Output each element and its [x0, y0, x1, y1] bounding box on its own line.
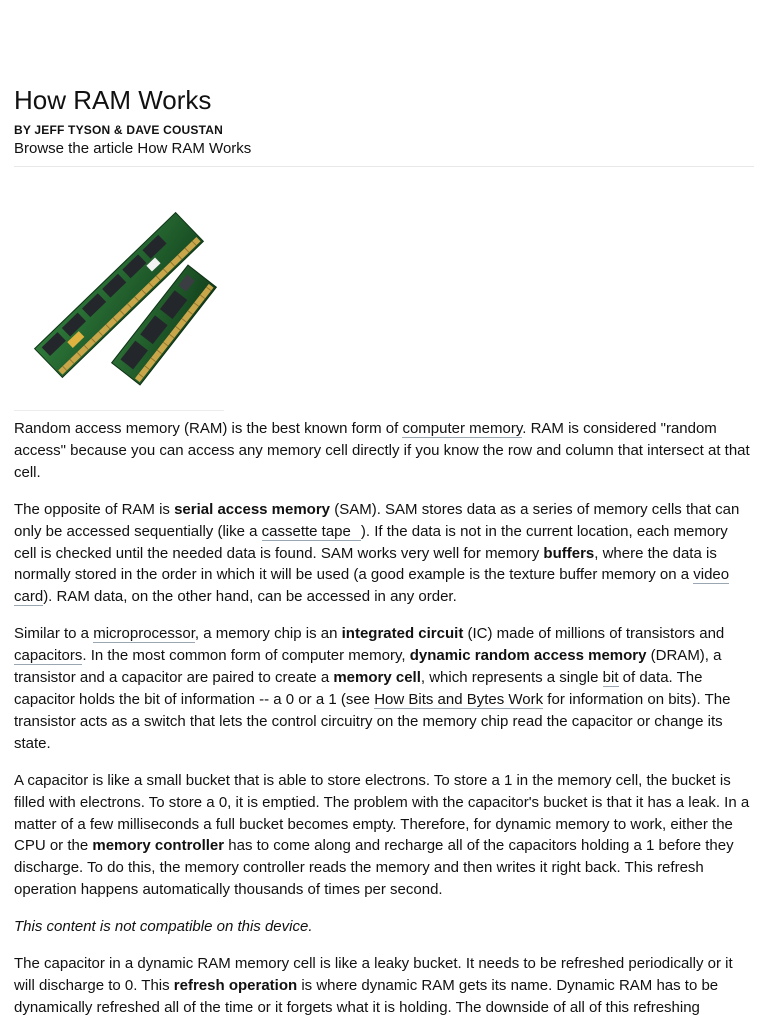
paragraph-1	[14, 418, 754, 484]
paragraph-4	[14, 770, 754, 901]
link-bit[interactable]: bit	[602, 669, 619, 687]
paragraph-text: (SAM). SAM stores data as a series of memory cells that can only be accessed sequentially (like a	[14, 500, 740, 540]
header-divider	[14, 166, 754, 167]
author-byline: BY JEFF TYSON & DAVE COUSTAN	[14, 123, 223, 137]
link-how-bits-and-bytes-work[interactable]: How Bits and Bytes Work	[374, 690, 544, 708]
paragraph-text: . In the most common form of computer memory,	[82, 647, 410, 665]
paragraph-2	[14, 499, 754, 609]
paragraph-text: , which represents a single	[420, 669, 603, 687]
bold-term: memory cell	[333, 669, 421, 687]
paragraph-text: has to come along and recharge all of the capacitors holding a 1 before they discharge. To do this, the memory controller reads the memory and then writes it right back. This refresh operation happens automatically thousands of times per second.	[14, 837, 734, 899]
bold-term: integrated circuit	[341, 625, 464, 643]
link-capacitors[interactable]: capacitors	[14, 647, 83, 665]
paragraph-text: A capacitor is like a small bucket that is able to store electrons. To store a 1 in the memory cell, the bucket is filled with electrons. To store a 0, it is emptied. The problem with the capacitor's bucket is that it has a leak. In a matter of a few milliseconds a full bucket becomes empty. Therefore, for dynamic memory to work, either the CPU or the	[14, 771, 750, 855]
paragraph-3	[14, 623, 754, 754]
link-text: cassette tape	[261, 522, 351, 540]
paragraph-6	[14, 953, 754, 1019]
figure-divider	[14, 410, 224, 411]
bold-term: memory controller	[92, 837, 225, 855]
paragraph-text: (IC) made of millions of transistors and	[463, 625, 725, 643]
bold-term: serial access memory	[174, 500, 331, 518]
link-cassette-tape[interactable]	[262, 523, 361, 541]
link-video-card[interactable]: video card	[14, 566, 730, 606]
link-microprocessor[interactable]: microprocessor	[93, 625, 195, 643]
paragraph-text: Random access memory (RAM) is the best known form of	[14, 420, 403, 437]
article-title: How RAM Works	[14, 85, 212, 115]
paragraph-text: ). RAM data, on the other hand, can be accessed in any order.	[43, 588, 457, 606]
ram-modules-illustration	[14, 200, 224, 400]
paragraph-text: The opposite of RAM is	[14, 500, 175, 518]
link-computer-memory[interactable]: computer memory	[402, 420, 523, 437]
paragraph-text: Similar to a	[14, 625, 94, 643]
bold-term: refresh operation	[173, 976, 298, 994]
paragraph-text: is where dynamic RAM gets its name. Dynamic RAM has to be dynamically refreshed all of the time or it forgets what it is holding. The downside of all of this refreshing	[14, 976, 719, 1016]
paragraph-text: . RAM is considered "random access" because you can access any memory cell directly if you know the row and column that intersect at that cell.	[14, 420, 750, 481]
paragraph-text: for information on bits). The transistor acts as a switch that lets the control circuitry on the memory chip read the capacitor or change its state.	[14, 690, 731, 752]
paragraph-text: of data. The capacitor holds the bit of information -- a 0 or a 1 (see	[14, 669, 703, 708]
paragraph-text: , where the data is normally stored in the order in which it will be used (a good example is the texture buffer memory on a	[14, 544, 717, 584]
paragraph-text: (DRAM), a transistor and a capacitor are paired to create a	[14, 647, 722, 687]
bold-term: buffers	[543, 544, 595, 562]
bold-term: dynamic random access memory	[409, 647, 647, 665]
browse-article-text: Browse the article How RAM Works	[14, 140, 252, 157]
paragraph-text: The capacitor in a dynamic RAM memory cell is like a leaky bucket. It needs to be refreshed periodically or it will discharge to 0. This	[14, 955, 733, 994]
article-body	[14, 418, 754, 1034]
ram-modules-image	[14, 200, 224, 400]
incompatible-content-notice: This content is not compatible on this device.	[14, 918, 313, 936]
paragraph-text: , a memory chip is an	[194, 625, 342, 643]
paragraph-text: ). If the data is not in the current location, each memory cell is checked until the needed data is found. SAM works very well for memory	[14, 522, 728, 562]
